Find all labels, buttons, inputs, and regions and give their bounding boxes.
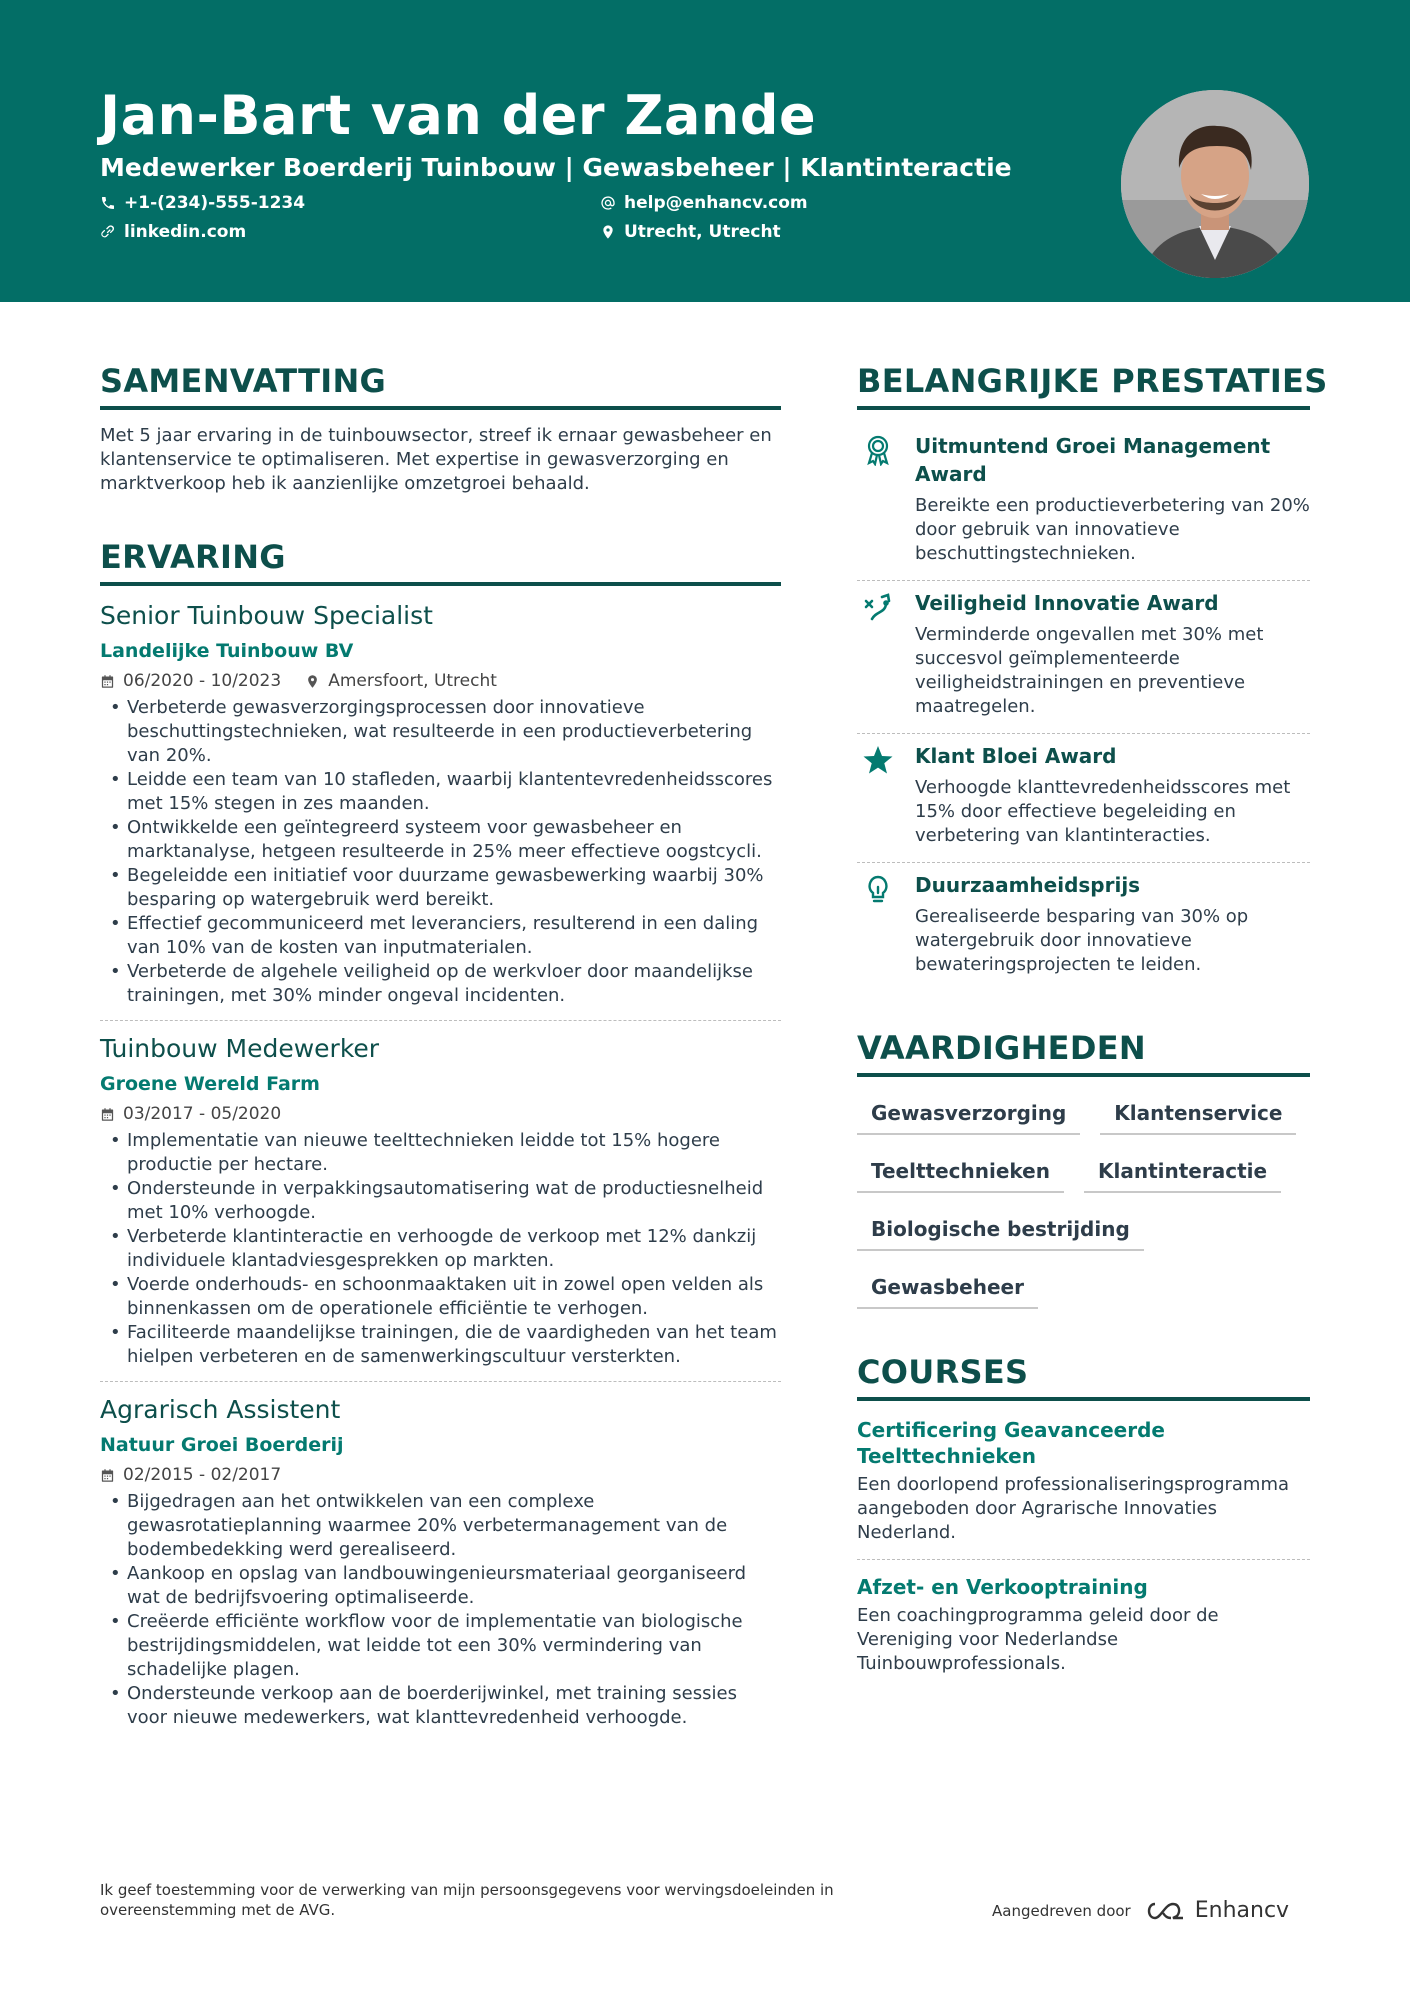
skills-list — [857, 1091, 1310, 1309]
job-divider — [100, 1381, 781, 1382]
profile-photo — [1121, 90, 1309, 278]
summary-section — [100, 362, 781, 496]
right-column — [857, 362, 1328, 1702]
summary-text: Met 5 jaar ervaring in de tuinbouwsector, streef ik ernaar gewasbeheer en klantenservice te optimaliseren. Met expertise in gewasverzorging en marktverkoop heb ik aanzienlijke omzetgroei behaald. — [100, 425, 772, 494]
achievement-title: Veiligheid Innovatie Award — [915, 591, 1219, 615]
achievements-section — [857, 362, 1328, 991]
achievement-desc: Verminderde ongevallen met 30% met succesvol geïmplementeerde veiligheidstrainingen en preventieve maatregelen. — [915, 624, 1264, 717]
job-dates-text: 06/2020 - 10/2023 — [123, 671, 282, 691]
bullet-item: • Aankoop en opslag van landbouwingenieursmateriaal georganiseerd wat de bedrijfsvoering optimaliseerde. — [100, 1562, 781, 1610]
skills-title: VAARDIGHEDEN — [857, 1029, 1310, 1077]
course-title: Afzet- en Verkooptraining — [857, 1575, 1148, 1599]
skill-tag: Klantenservice — [1100, 1095, 1296, 1135]
gdpr-consent: Ik geef toestemming voor de verwerking van mijn persoonsgegevens voor wervingsdoeleinden in overeenstemming met de AVG. — [100, 1881, 834, 1919]
skills-section — [857, 1029, 1310, 1309]
job-company: Landelijke Tuinbouw BV — [100, 640, 354, 662]
infinity-logo-icon — [1143, 1899, 1189, 1923]
job-company: Natuur Groei Boerderij — [100, 1434, 344, 1456]
skill-tag: Teelttechnieken — [857, 1153, 1064, 1193]
achievement-title: Duurzaamheidsprijs — [915, 873, 1141, 897]
job-role: Senior Tuinbouw Specialist — [100, 601, 433, 630]
bullet-item: • Implementatie van nieuwe teelttechnieken leidde tot 15% hogere productie per hectare. — [100, 1129, 781, 1177]
bullet-item: • Begeleidde een initiatief voor duurzame gewasbewerking waarbij 30% besparing op watergebruik werd bereikt. — [100, 864, 781, 912]
job-entry — [100, 1033, 781, 1382]
powered-by-label: Aangedreven door — [992, 1901, 1131, 1920]
job-dates — [100, 670, 281, 692]
bullet-item: • Ontwikkelde een geïntegreerd systeem voor gewasbeheer en marktanalyse, hetgeen resulteerde in 25% meer effectieve oogstcycli. — [100, 816, 781, 864]
skill-tag: Gewasbeheer — [857, 1269, 1038, 1309]
achievement-item — [857, 863, 1310, 991]
job-role: Agrarisch Assistent — [100, 1395, 341, 1424]
achievement-item — [857, 734, 1310, 863]
achievements-title: BELANGRIJKE PRESTATIES — [857, 362, 1310, 410]
email-text: help@enhancv.com — [624, 193, 808, 213]
bullet-item: • Faciliteerde maandelijkse trainingen, die de vaardigheden van het team hielpen verbeteren en de samenwerkingscultuur versterkten. — [100, 1321, 781, 1369]
brand-logo[interactable] — [1143, 1898, 1289, 1923]
calendar-icon — [100, 1107, 115, 1122]
courses-section — [857, 1353, 1310, 1690]
bullet-item: • Creëerde efficiënte workflow voor de implementatie van biologische bestrijdingsmiddelen, wat leidde tot een 30% vermindering van schadelijke plagen. — [100, 1610, 781, 1682]
skill-tag: Klantinteractie — [1084, 1153, 1281, 1193]
resume-header — [0, 0, 1410, 302]
achievement-item — [857, 424, 1310, 581]
bullet-item: • Bijgedragen aan het ontwikkelen van een complexe gewasrotatieplanning waarmee 20% verbetermanagement van de bodembedekking werd gerealiseerd. — [100, 1490, 781, 1562]
candidate-tagline: Medewerker Boerderij Tuinbouw | Gewasbeheer | Klantinteractie — [100, 153, 1012, 182]
job-location — [305, 670, 497, 692]
job-bullets — [100, 1490, 781, 1730]
contact-email[interactable] — [600, 193, 808, 213]
job-dates — [100, 1103, 281, 1125]
course-desc: Een coachingprogramma geleid door de Vereniging voor Nederlandse Tuinbouwprofessionals. — [857, 1605, 1219, 1674]
calendar-icon — [100, 674, 115, 689]
course-title: Certificering Geavanceerde Teelttechnieken — [857, 1418, 1165, 1468]
courses-title: COURSES — [857, 1353, 1310, 1401]
powered-by — [992, 1898, 1289, 1923]
location-pin-icon — [600, 224, 616, 240]
phone-icon — [100, 195, 116, 211]
course-desc: Een doorlopend professionaliseringsprogramma aangeboden door Agrarische Innovaties Nederland. — [857, 1474, 1290, 1543]
phone-text: +1-(234)-555-1234 — [124, 193, 306, 213]
award-ribbon-icon — [857, 432, 899, 566]
job-divider — [100, 1020, 781, 1021]
course-item — [857, 1572, 1310, 1690]
avatar — [1121, 90, 1309, 278]
achievement-desc: Bereikte een productieverbetering van 20% door gebruik van innovatieve beschuttingstechnieken. — [915, 495, 1310, 564]
experience-title: ERVARING — [100, 538, 781, 586]
job-location-text: Amersfoort, Utrecht — [328, 671, 497, 691]
job-dates-text: 03/2017 - 05/2020 — [123, 1104, 282, 1124]
bullet-item: • Ondersteunde in verpakkingsautomatisering wat de productiesnelheid met 10% verhoogde. — [100, 1177, 781, 1225]
location-text: Utrecht, Utrecht — [624, 222, 781, 242]
link-icon — [100, 224, 116, 240]
job-role: Tuinbouw Medewerker — [100, 1034, 380, 1063]
path-route-icon — [857, 589, 899, 719]
contact-phone — [100, 193, 305, 213]
achievement-item — [857, 581, 1310, 734]
summary-title: SAMENVATTING — [100, 362, 781, 410]
job-meta — [100, 670, 781, 692]
achievement-body — [915, 589, 1310, 719]
bullet-item: • Leidde een team van 10 stafleden, waarbij klantentevredenheidsscores met 15% stegen in zes maanden. — [100, 768, 781, 816]
calendar-icon — [100, 1468, 115, 1483]
left-column — [100, 362, 781, 1730]
skill-tag: Gewasverzorging — [857, 1095, 1080, 1135]
contact-location — [600, 222, 781, 242]
bullet-item: • Ondersteunde verkoop aan de boerderijwinkel, met training sessies voor nieuwe medewerkers, wat klanttevredenheid verhoogde. — [100, 1682, 781, 1730]
contact-linkedin[interactable] — [100, 222, 246, 242]
location-pin-icon — [305, 674, 320, 689]
achievement-title: Uitmuntend Groei Management Award — [915, 434, 1271, 486]
job-entry — [100, 600, 781, 1021]
achievement-desc: Gerealiseerde besparing van 30% op watergebruik door innovatieve bewateringsprojecten te leiden. — [915, 906, 1249, 975]
bullet-item: • Voerde onderhouds- en schoonmaaktaken uit in zowel open velden als binnenkassen om de operationele efficiëntie te verhogen. — [100, 1273, 781, 1321]
star-icon — [857, 742, 899, 848]
lightbulb-icon — [857, 871, 899, 977]
skill-tag: Biologische bestrijding — [857, 1211, 1144, 1251]
achievement-body — [915, 871, 1310, 977]
job-bullets — [100, 696, 781, 1008]
linkedin-text: linkedin.com — [124, 222, 247, 242]
candidate-name: Jan-Bart van der Zande — [100, 84, 817, 147]
achievement-body — [915, 742, 1310, 848]
achievement-body — [915, 432, 1310, 566]
job-dates-text: 02/2015 - 02/2017 — [123, 1465, 282, 1485]
achievement-desc: Verhoogde klanttevredenheidsscores met 15% door effectieve begeleiding en verbetering van klantinteracties. — [915, 777, 1291, 846]
bullet-item: • Verbeterde klantinteractie en verhoogde de verkoop met 12% dankzij individuele klantadviesgesprekken op markten. — [100, 1225, 781, 1273]
bullet-item: • Effectief gecommuniceerd met leveranciers, resulterend in een daling van 10% van de kosten van inputmaterialen. — [100, 912, 781, 960]
job-entry — [100, 1394, 781, 1730]
job-meta — [100, 1103, 781, 1125]
job-bullets — [100, 1129, 781, 1369]
job-company: Groene Wereld Farm — [100, 1073, 320, 1095]
course-item — [857, 1415, 1310, 1560]
bullet-item: • Verbeterde gewasverzorgingsprocessen door innovatieve beschuttingstechnieken, wat resulteerde in een productieverbetering van 20%. — [100, 696, 781, 768]
at-icon — [600, 195, 616, 211]
bullet-item: • Verbeterde de algehele veiligheid op de werkvloer door maandelijkse trainingen, met 30% minder ongeval incidenten. — [100, 960, 781, 1008]
job-dates — [100, 1464, 281, 1486]
achievement-title: Klant Bloei Award — [915, 744, 1117, 768]
experience-section — [100, 538, 781, 1730]
job-meta — [100, 1464, 781, 1486]
brand-name: Enhancv — [1194, 1898, 1290, 1923]
